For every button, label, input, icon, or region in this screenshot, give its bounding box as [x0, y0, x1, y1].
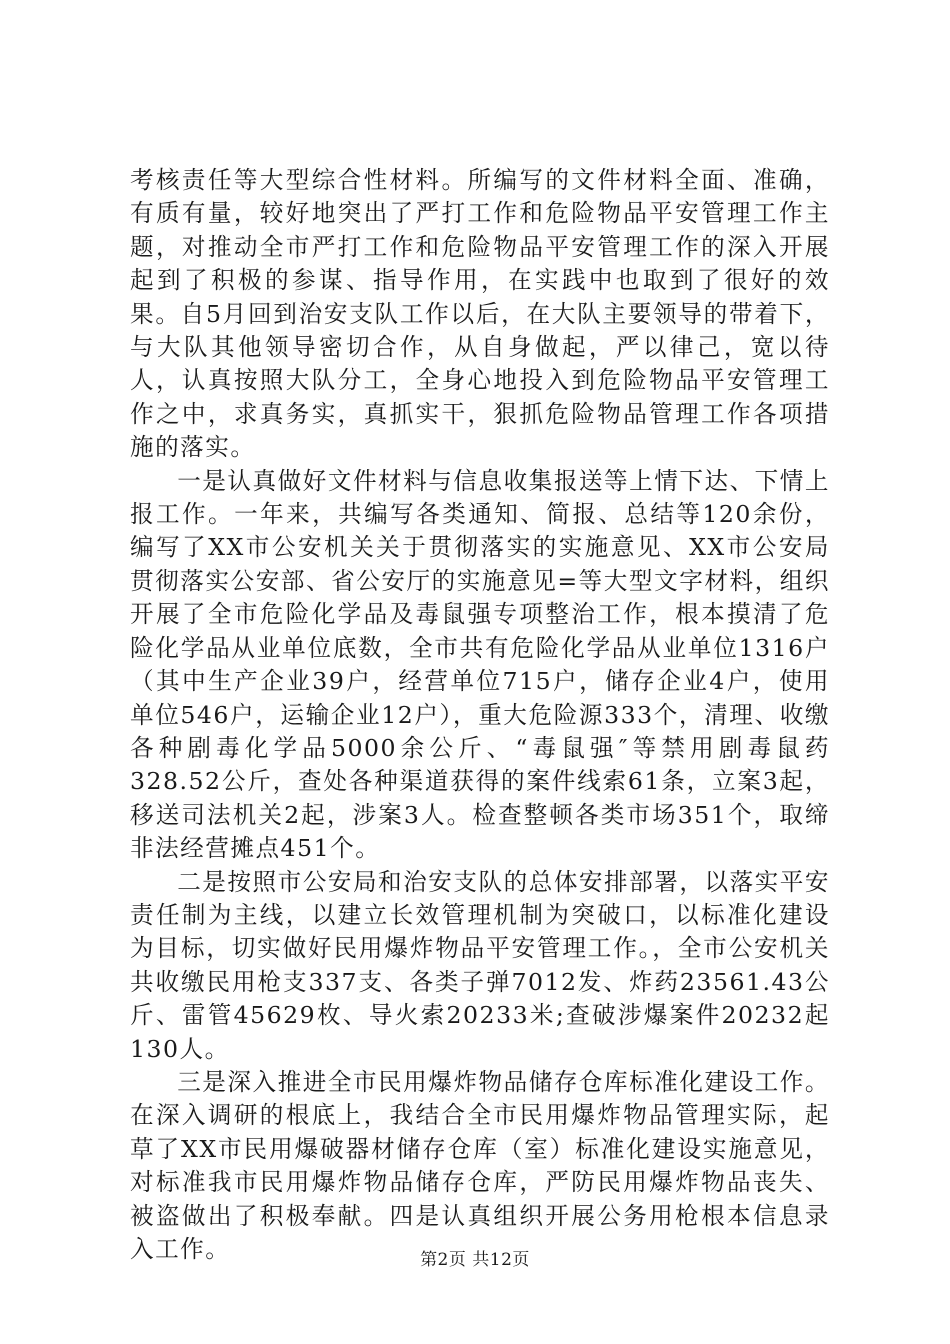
paragraph-1: 考核责任等大型综合性材料。所编写的文件材料全面、准确，有质有量，较好地突出了严打工作和危险物品平安管理工作主题，对推动全市严打工作和危险物品平安管理工作的深入开展起到了积极的参谋、指导作用，在实践中也取到了很好的效果。自5月回到治安支队工作以后，在大队主要领导的带着下，与大队其他领导密切合作，从自身做起，严以律己，宽以待人，认真按照大队分工，全身心地投入到危险物品平安管理工作之中，求真务实，真抓实干，狠抓危险物品管理工作各项措施的落实。 — [130, 166, 830, 462]
paragraph-2: 一是认真做好文件材料与信息收集报送等上情下达、下情上报工作。一年来，共编写各类通知、简报、总结等120余份，编写了XX市公安机关关于贯彻落实的实施意见、XX市公安局贯彻落实公安部、省公安厅的实施意见=等大型文字材料，组织开展了全市危险化学品及毒鼠强专项整治工作，根本摸清了危险化学品从业单位底数，全市共有危险化学品从业单位1316户（其中生产企业39户，经营单位715户，储存企业4户，使用单位546户，运输企业12户），重大危险源333个，清理、收缴各种剧毒化学品5000余公斤、“毒鼠强″等禁用剧毒鼠药328.52公斤，查处各种渠道获得的案件线索61条，立案3起，移送司法机关2起，涉案3人。检查整顿各类市场351个，取缔非法经营摊点451个。 — [130, 466, 830, 863]
paragraph-3: 二是按照市公安局和治安支队的总体安排部署，以落实平安责任制为主线，以建立长效管理机制为突破口，以标准化建设为目标，切实做好民用爆炸物品平安管理工作。，全市公安机关共收缴民用枪支337支、各类子弹7012发、炸药23561.43公斤、雷管45629枚、导火索20233米;查破涉爆案件20232起130人。 — [130, 867, 830, 1063]
document-body — [130, 164, 830, 1266]
paragraph-4: 三是深入推进全市民用爆炸物品储存仓库标准化建设工作。在深入调研的根底上，我结合全市民用爆炸物品管理实际，起草了XX市民用爆破器材储存仓库（室）标准化建设实施意见，对标准我市民用爆炸物品储存仓库，严防民用爆炸物品丧失、被盗做出了积极奉献。四是认真组织开展公务用枪根本信息录入工作。 — [130, 1067, 830, 1263]
page-footer: 第2页 共12页 — [420, 1250, 530, 1270]
